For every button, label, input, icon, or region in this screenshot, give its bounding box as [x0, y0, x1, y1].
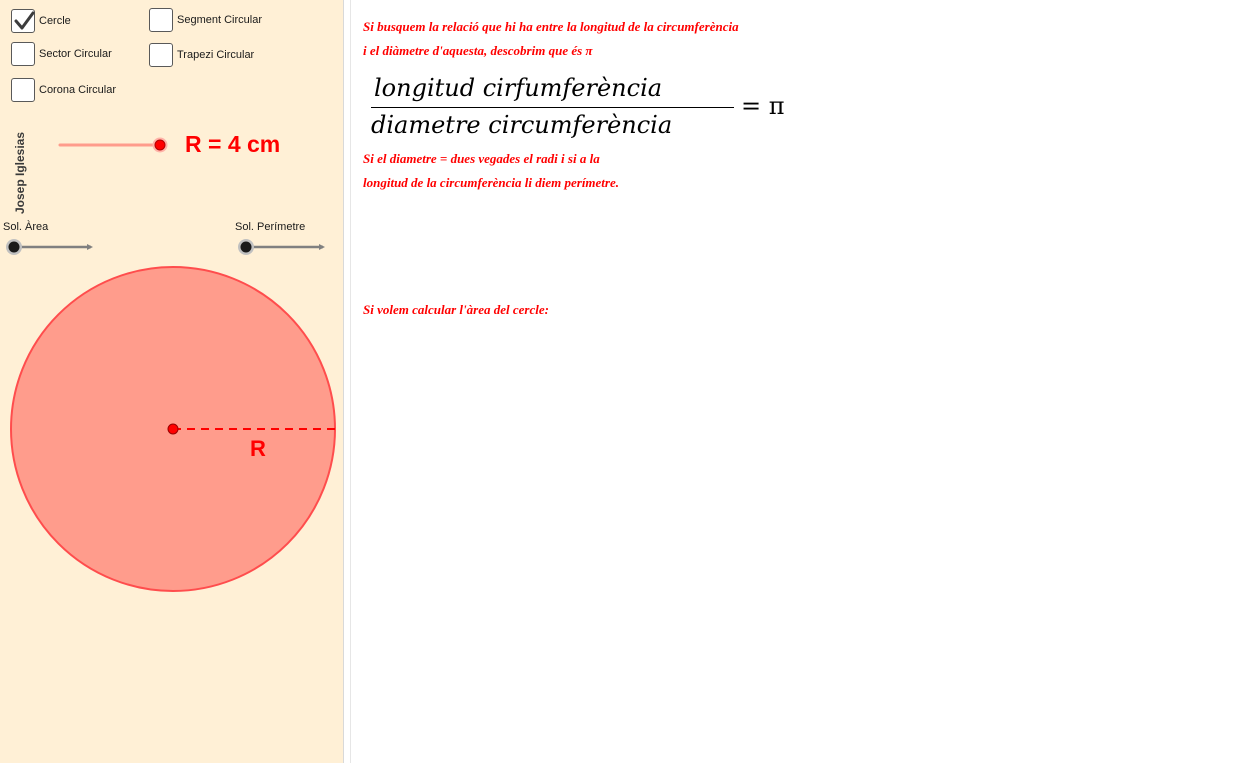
author-label: Josep Iglesias [13, 131, 27, 215]
perimeter-slider-arrow-icon [319, 244, 325, 250]
area-slider-arrow-icon [87, 244, 93, 250]
radius-value-label: R = 4 cm [185, 131, 281, 157]
perimeter-slider-knob[interactable] [241, 242, 252, 253]
explanation-line-5: Si volem calcular l'àrea del cercle: [363, 302, 549, 317]
panel-divider [343, 0, 344, 763]
area-slider-knob[interactable] [9, 242, 20, 253]
formula-denominator: diametre circumferència [371, 111, 673, 139]
formula-numerator: longitud cirfumferència [374, 74, 663, 102]
explanation-line-4: longitud de la circumferència li diem perímetre. [363, 175, 620, 190]
radius-label: R [250, 436, 266, 461]
checkbox-label-sector-circular: Sector Circular [39, 48, 112, 60]
center-point[interactable] [168, 424, 178, 434]
radius-slider-knob[interactable] [155, 140, 165, 150]
explanation-line-3: Si el diametre = dues vegades el radi i si a la [363, 151, 600, 166]
graphics-view [0, 0, 343, 763]
pi-formula [365, 72, 805, 142]
checkbox-label-segment-circular: Segment Circular [177, 14, 262, 26]
fraction-bar [371, 107, 734, 108]
perimeter-slider-label: Sol. Perímetre [235, 221, 306, 233]
checkbox-label-corona-circular: Corona Circular [39, 84, 117, 96]
checkbox-label-cercle: Cercle [39, 15, 71, 27]
explanation-line-1: Si busquem la relació que hi ha entre la longitud de la circumferència [363, 19, 739, 34]
formula-equals-pi: = π [741, 92, 785, 120]
checkbox-label-trapezi-circular: Trapezi Circular [177, 49, 255, 61]
panel-divider-secondary [350, 0, 351, 763]
area-slider-label: Sol. Àrea [3, 221, 49, 233]
explanation-line-2: i el diàmetre d'aquesta, descobrim que és π [363, 43, 593, 58]
